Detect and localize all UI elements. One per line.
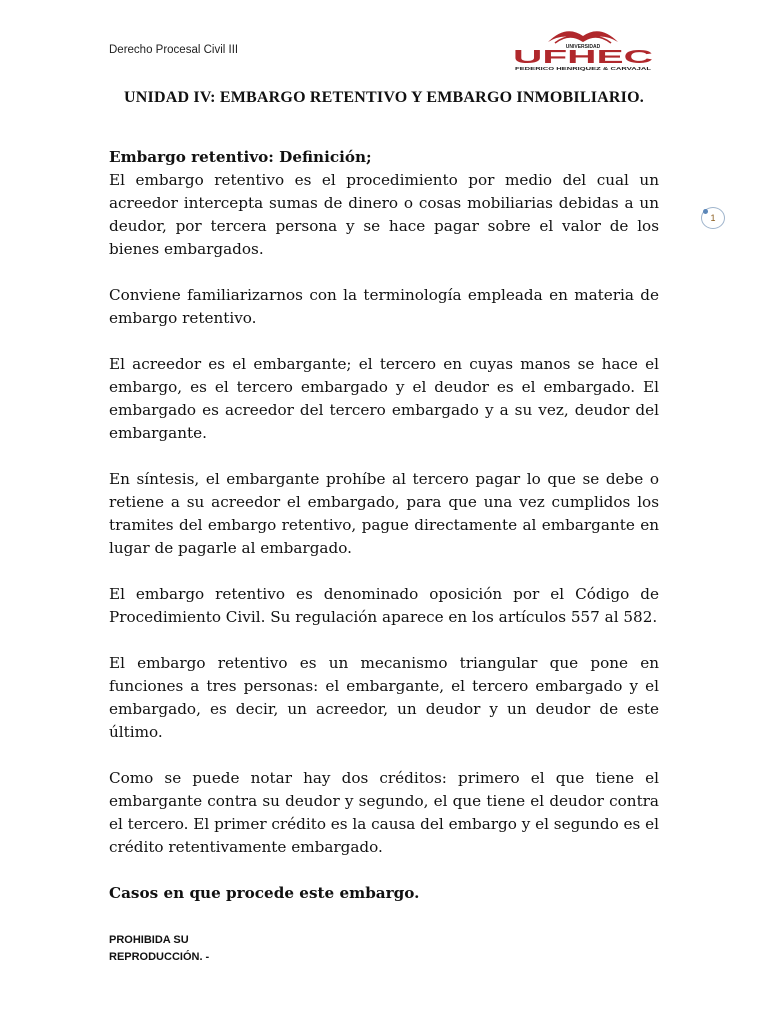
closing-heading: Casos en que procede este embargo.: [109, 884, 420, 902]
footer-line-2: REPRODUCCIÓN. -: [109, 951, 210, 963]
paragraph-regulation: El embargo retentivo es denominado oposición por el Código de Procedimiento Civil. Su regulación aparece en los artículos 557 al 582.: [109, 585, 659, 626]
logo-top-text: UNIVERSIDAD: [565, 44, 601, 50]
document-title: UNIDAD IV: EMBARGO RETENTIVO Y EMBARGO INMOBILIARIO.: [124, 89, 644, 106]
paragraph-mechanism: El embargo retentivo es un mecanismo triangular que pone en funciones a tres personas: el embargante, el tercero embargado y el embargado, es decir, un acreedor, un deudor y un deudor de este último.: [109, 654, 659, 741]
logo-bottom-text: FEDERICO HENRIQUEZ & CARVAJAL: [515, 66, 652, 71]
paragraph-credits: Como se puede notar hay dos créditos: primero el que tiene el embargante contra su deudor y segundo, el que tiene el deudor contra el tercero. El primer crédito es la causa del embargo y el segundo es el crédito retentivamente embargado.: [109, 769, 659, 856]
paragraph-synthesis: En síntesis, el embargante prohíbe al tercero pagar lo que se debe o retiene a su acreedor el embargado, para que una vez cumplidos los tramites del embargo retentivo, pague directamente al embargante en lugar de pagarle al embargado.: [109, 470, 659, 557]
paragraph-definition: El embargo retentivo es el procedimiento por medio del cual un acreedor intercepta sumas de dinero o cosas mobiliarias debidas a un deudor, por tercera persona y se hace pagar sobre el valor de los bienes embargados.: [109, 171, 659, 258]
page-number-badge: [701, 207, 725, 229]
logo-main-text: UFHEC: [513, 47, 653, 67]
footer-line-1: PROHIBIDA SU: [109, 934, 189, 946]
section-heading: Embargo retentivo: Definición;: [109, 148, 372, 166]
ufhec-logo: [508, 22, 658, 72]
paragraph-terminology: Conviene familiarizarnos con la terminología empleada en materia de embargo retentivo.: [109, 286, 659, 327]
header-course-name: Derecho Procesal Civil III: [109, 44, 239, 56]
document-body: [109, 146, 659, 928]
paragraph-parties: El acreedor es el embargante; el tercero en cuyas manos se hace el embargo, es el tercero embargado y el deudor es el embargado. El embargado es acreedor del tercero embargado y a su vez, deudor del embargante.: [109, 355, 659, 442]
footer-notice: [109, 932, 209, 966]
page-number: 1: [710, 213, 716, 223]
